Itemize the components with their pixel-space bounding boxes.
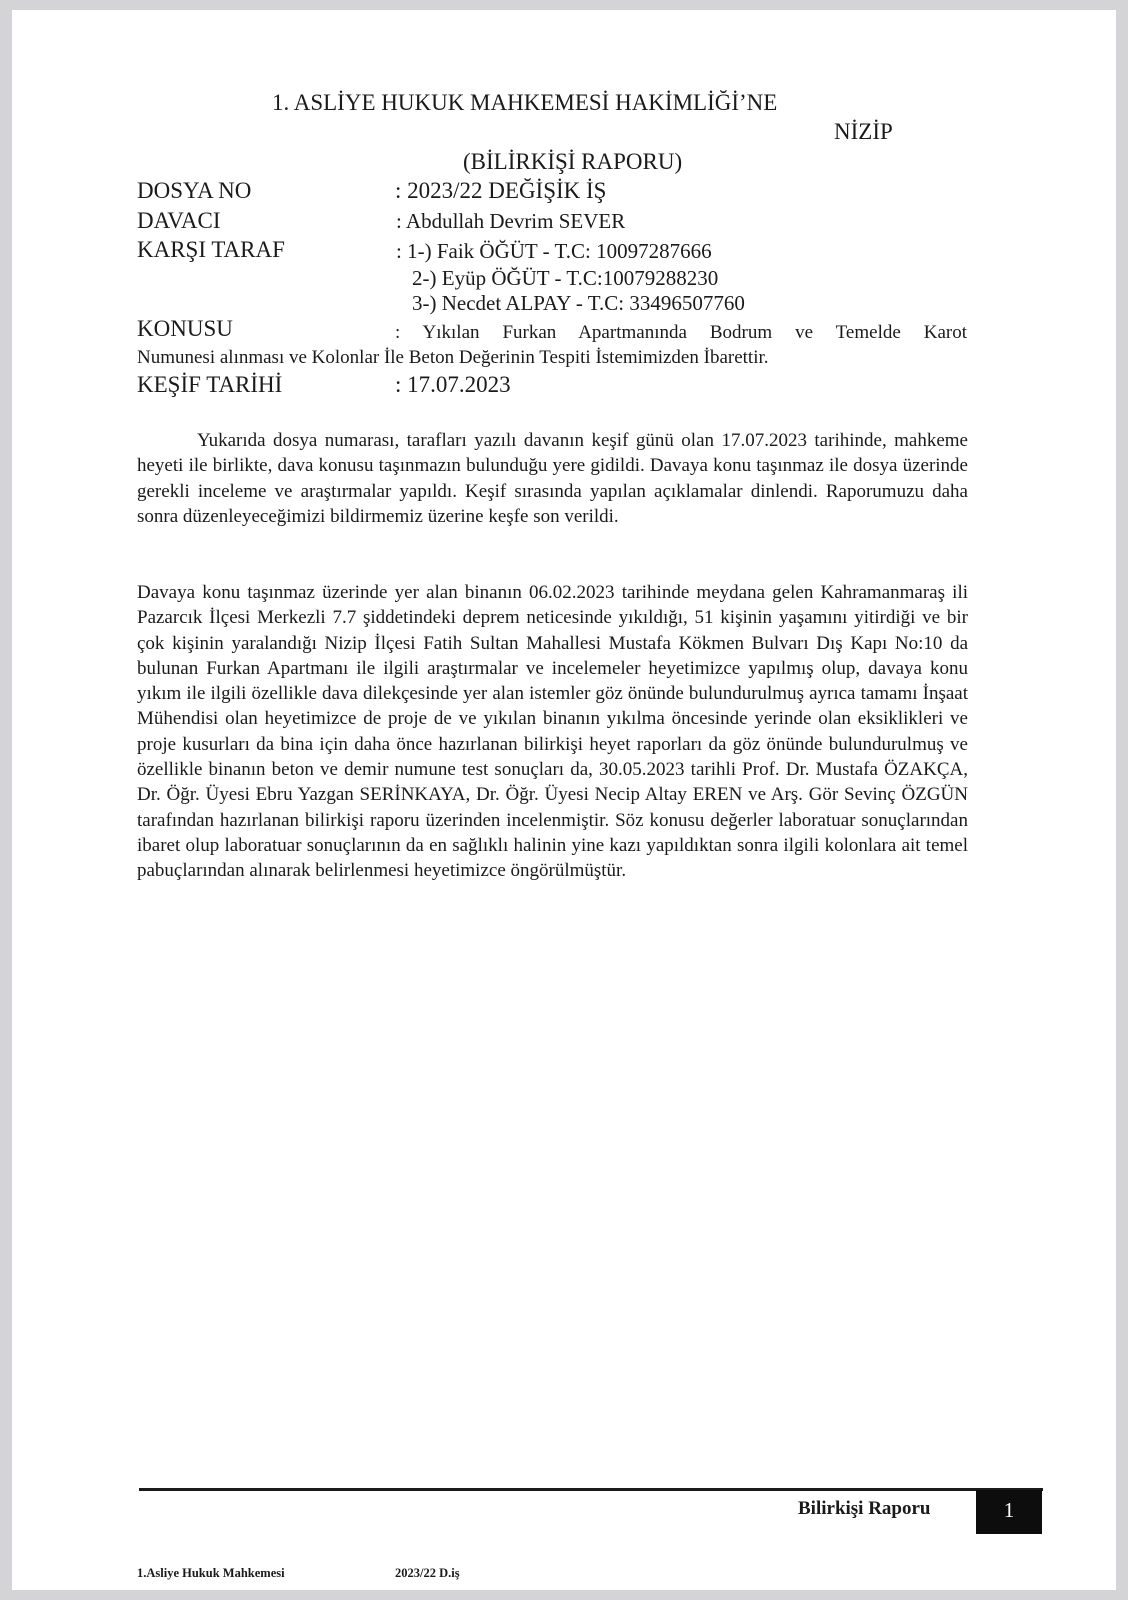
karsi-taraf-value-1: : 1-) Faik ÖĞÜT - T.C: 10097287666 xyxy=(396,239,712,263)
kesif-tarihi-value: : 17.07.2023 xyxy=(395,372,511,397)
dosya-value: : 2023/22 DEĞİŞİK İŞ xyxy=(395,178,607,203)
karsi-taraf-label: KARŞI TARAF xyxy=(137,237,285,262)
footer-rule xyxy=(139,1488,1043,1491)
page-number: 1 xyxy=(1003,1498,1015,1522)
court-heading: 1. ASLİYE HUKUK MAHKEMESİ HAKİMLİĞİ’NE xyxy=(272,90,778,115)
dosya-label: DOSYA NO xyxy=(137,178,252,203)
paragraph-1: Yukarıda dosya numarası, tarafları yazılı davanın keşif günü olan 17.07.2023 tarihinde, mahkeme heyeti ile birlikte, dava konusu taşınmazın bulunduğu yere gidildi. Davaya konu taşınmaz ile dosya üzerinde gerekli inceleme ve araştırmalar yapıldı. Keşif sırasında yapılan açıklamalar dinlendi. Raporumuzu daha sonra düzenleyeceğimizi bildirmemiz üzerine keşfe son verildi. xyxy=(137,430,968,527)
kesif-tarihi-label: KEŞİF TARİHİ xyxy=(137,372,283,397)
konusu-value-line1: : Yıkılan Furkan Apartmanında Bodrum ve Temelde Karot xyxy=(395,322,967,343)
footer-report-label: Bilirkişi Raporu xyxy=(798,1498,931,1519)
konusu-value-line2: Numunesi alınması ve Kolonlar İle Beton Değerinin Tespiti İstemimizden İbarettir. xyxy=(137,347,769,368)
karsi-taraf-value-2: 2-) Eyüp ÖĞÜT - T.C:10079288230 xyxy=(412,266,719,290)
davaci-value: : Abdullah Devrim SEVER xyxy=(396,209,626,233)
footer-court: 1.Asliye Hukuk Mahkemesi xyxy=(137,1566,285,1580)
konusu-label: KONUSU xyxy=(137,316,233,341)
footer-file-number: 2023/22 D.iş xyxy=(395,1566,460,1580)
city-heading: NİZİP xyxy=(834,119,893,144)
document-page xyxy=(12,10,1116,1590)
report-title: (BİLİRKİŞİ RAPORU) xyxy=(463,149,683,174)
davaci-label: DAVACI xyxy=(137,208,221,233)
page-number-box xyxy=(976,1490,1042,1534)
paragraph-2: Davaya konu taşınmaz üzerinde yer alan binanın 06.02.2023 tarihinde meydana gelen Kahramanmaraş ili Pazarcık İlçesi Merkezli 7.7 şiddetindeki deprem neticesinde yıkıldığı, 51 kişinin yaşamını yitirdiği ve bir çok kişinin yaralandığı Nizip İlçesi Fatih Sultan Mahallesi Mustafa Kökmen Bulvarı Dış Kapı No:10 da bulunan Furkan Apartmanı ile ilgili araştırmalar ve incelemeler heyetimizce yapılmış olup, davaya konu yıkım ile ilgili özellikle dava dilekçesinde yer alan istemler göz önünde bulundurulmuş ayrıca tamamı İnşaat Mühendisi olan heyetimizce de proje de ve yıkılan binanın yıkılma öncesinde yerinde olan eksiklikleri ve proje kusurları da bina için daha önce hazırlanan bilirkişi heyet raporları da göz önünde bulundurulmuş ve özellikle binanın beton ve demir numune test sonuçları da, 30.05.2023 tarihli Prof. Dr. Mustafa ÖZAKÇA, Dr. Öğr. Üyesi Ebru Yazgan SERİNKAYA, Dr. Öğr. Üyesi Necip Altay EREN ve Arş. Gör Sevinç ÖZGÜN tarafından hazırlanan bilirkişi raporu üzerinden incelenmiştir. Söz konusu değerler laboratuar sonuçlarından ibaret olup laboratuar sonuçlarının da en sağlıklı halinin yine kazı yapıldıktan sonra ilgili kolonlara ait temel pabuçlarından alınarak belirlenmesi heyetimizce öngörülmüştür. xyxy=(137,582,968,882)
karsi-taraf-value-3: 3-) Necdet ALPAY - T.C: 33496507760 xyxy=(412,291,745,315)
